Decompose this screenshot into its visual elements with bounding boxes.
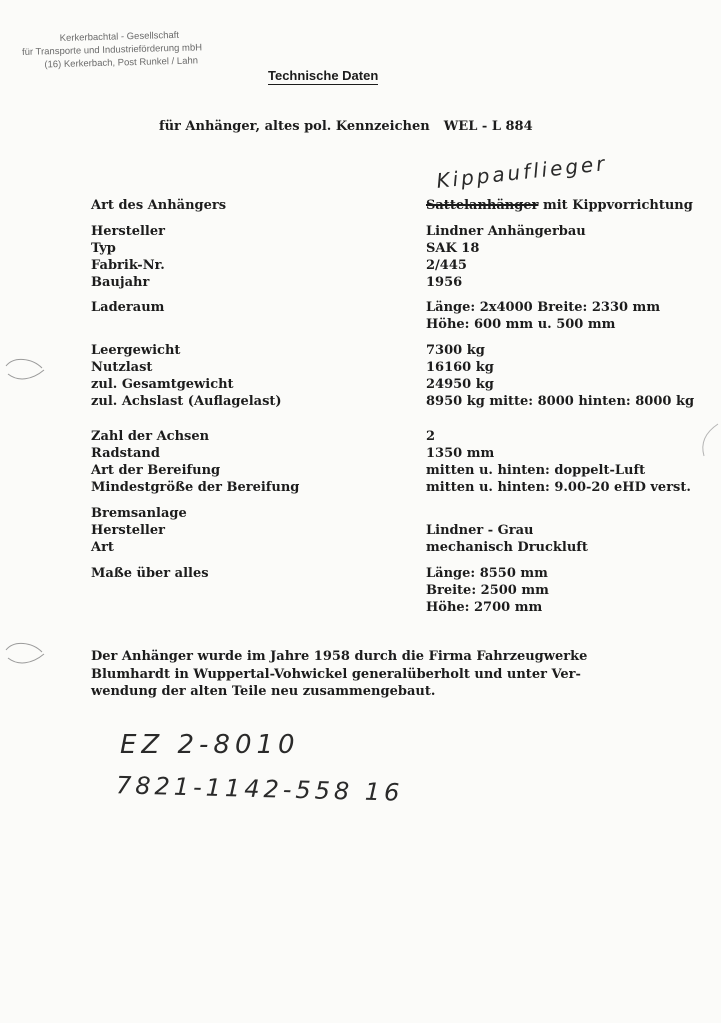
plate-number: L 884 <box>491 119 533 134</box>
paragraph-line-3: wendung der alten Teile neu zusammengebaut. <box>91 684 436 699</box>
stamp-line-2: für Transporte und Industrieförderung mbH <box>21 42 203 59</box>
value-typ: SAK 18 <box>426 241 480 256</box>
label-leergewicht: Leergewicht <box>91 343 181 358</box>
label-zahl-der-achsen: Zahl der Achsen <box>91 429 210 444</box>
label-nutzlast: Nutzlast <box>91 360 153 375</box>
label-typ: Typ <box>91 241 116 256</box>
value-hersteller: Lindner Anhängerbau <box>426 224 586 239</box>
struck-sattelanhaenger: Sattelanhänger <box>426 198 539 213</box>
handwritten-note-top: Kippauflieger <box>435 151 609 193</box>
handwritten-reference-number: 7821-1142-558 16 <box>115 771 404 807</box>
value-brems-art: mechanisch Druckluft <box>426 540 588 555</box>
punch-hole-mark-upper <box>2 352 48 386</box>
remarks-paragraph <box>91 648 651 701</box>
label-art-des-anhaengers: Art des Anhängers <box>91 198 227 213</box>
label-brems-hersteller: Hersteller <box>91 523 165 538</box>
value-masse-laenge: Länge: 8550 mm <box>426 566 548 581</box>
value-laderaum-hoehe: Höhe: 600 mm u. 500 mm <box>426 317 616 332</box>
value-nutzlast: 16160 kg <box>426 360 494 375</box>
document-subtitle <box>159 119 533 134</box>
value-fabrik-nr: 2/445 <box>426 258 467 273</box>
value-zahl-der-achsen: 2 <box>426 429 436 444</box>
label-baujahr: Baujahr <box>91 275 150 290</box>
stamp-line-3: (16) Kerkerbach, Post Runkel / Lahn <box>44 55 199 71</box>
value-art-suffix: mit Kippvorrichtung <box>538 198 693 213</box>
label-brems-art: Art <box>91 540 114 555</box>
label-gesamtgewicht: zul. Gesamtgewicht <box>91 377 234 392</box>
punch-hole-mark-lower <box>2 636 48 670</box>
document-title: Technische Daten <box>268 68 379 83</box>
value-baujahr: 1956 <box>426 275 463 290</box>
value-masse-breite: Breite: 2500 mm <box>426 583 549 598</box>
paragraph-line-1: Der Anhänger wurde im Jahre 1958 durch die Firma Fahrzeugwerke <box>91 649 588 664</box>
value-brems-hersteller: Lindner - Grau <box>426 523 534 538</box>
value-masse-hoehe: Höhe: 2700 mm <box>426 600 543 615</box>
value-laderaum-laenge: Länge: 2x4000 Breite: 2330 mm <box>426 300 661 315</box>
label-radstand: Radstand <box>91 446 160 461</box>
label-bremsanlage: Bremsanlage <box>91 506 187 521</box>
subtitle-prefix: für Anhänger, altes pol. Kennzeichen <box>159 119 430 134</box>
value-achslast: 8950 kg mitte: 8000 hinten: 8000 kg <box>426 394 695 409</box>
label-mindestgroesse: Mindestgröße der Bereifung <box>91 480 300 495</box>
value-radstand: 1350 mm <box>426 446 495 461</box>
label-fabrik-nr: Fabrik-Nr. <box>91 258 165 273</box>
handwritten-ez-number: EZ 2-8010 <box>120 730 300 760</box>
value-mindestgroesse: mitten u. hinten: 9.00-20 eHD verst. <box>426 480 691 495</box>
edge-crease-mark <box>690 420 720 460</box>
label-achslast: zul. Achslast (Auflagelast) <box>91 394 282 409</box>
label-hersteller: Hersteller <box>91 224 165 239</box>
value-leergewicht: 7300 kg <box>426 343 485 358</box>
value-gesamtgewicht: 24950 kg <box>426 377 494 392</box>
paragraph-line-2: Blumhardt in Wuppertal-Vohwickel generalüberholt und unter Ver- <box>91 666 581 682</box>
plate-letters: WEL - <box>443 119 488 134</box>
label-laderaum: Laderaum <box>91 300 165 315</box>
value-art-des-anhaengers <box>426 197 693 214</box>
company-stamp <box>22 27 253 72</box>
label-art-der-bereifung: Art der Bereifung <box>91 463 221 478</box>
label-masse-ueber-alles: Maße über alles <box>91 566 209 581</box>
value-art-der-bereifung: mitten u. hinten: doppelt-Luft <box>426 463 646 478</box>
stamp-line-1: Kerkerbachtal - Gesellschaft <box>59 29 180 45</box>
